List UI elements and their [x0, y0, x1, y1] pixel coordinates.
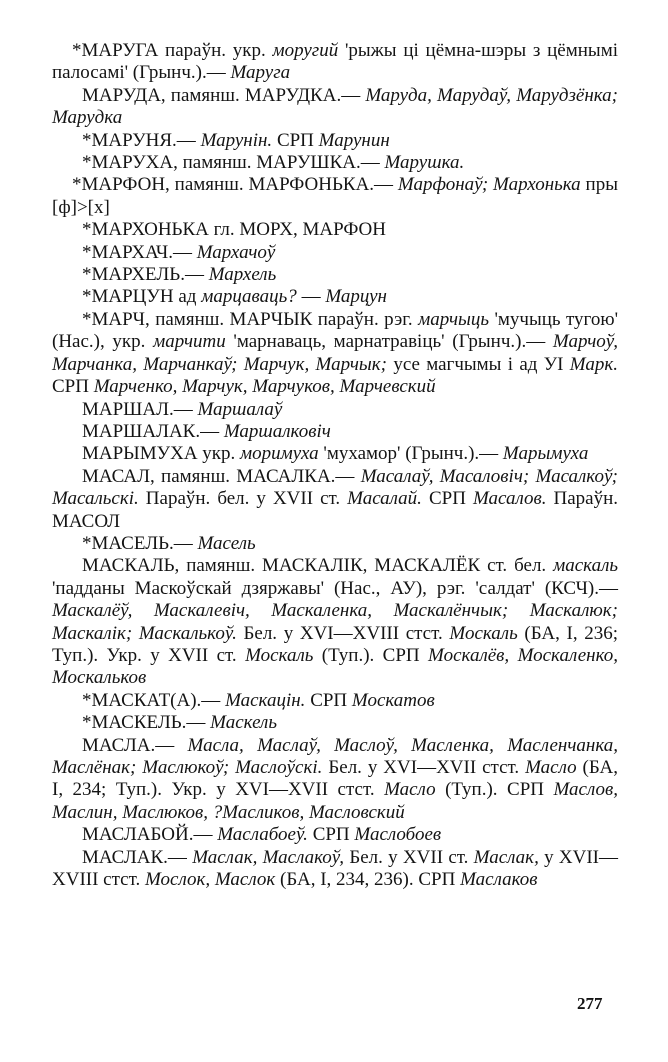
entry-italic-text: Марченко, Марчук, Марчуков, Марчевский [93, 376, 436, 398]
entry-italic-text: Москаль [449, 622, 518, 644]
entry-italic-text: Масель [197, 532, 256, 554]
entry-italic-text: Москатов [351, 689, 435, 711]
entry-text: у XVII—XVIII стст. [52, 846, 618, 891]
entry-text: (Туп.). СРП [435, 779, 554, 801]
entry-text: МАСКАЛЬ, памянш. МАСКАЛІК, МАСКАЛЁК ст. бел. [82, 555, 554, 577]
entry-italic-text: Марфонаў; Мархонька [397, 174, 581, 196]
entry-italic-text: Маскацін. [225, 689, 306, 711]
dictionary-entry [52, 174, 618, 219]
entry-text: МАСЛАБОЙ.— [82, 824, 218, 846]
entry-text: 'мучыць тугою' (Нас.), укр. [52, 308, 618, 353]
dictionary-entry [52, 555, 618, 689]
dictionary-entry [52, 130, 618, 152]
entry-italic-text: Марк. [569, 353, 618, 375]
entry-italic-text: Маслабоеў. [217, 824, 308, 846]
entry-text: *МАСКЕЛЬ.— [82, 712, 211, 734]
entry-italic-text: Мослок, Маслок [144, 869, 276, 891]
entry-text: 'мухамор' (Грынч.).— [318, 443, 503, 465]
entry-text: *МАРУГА параўн. укр. [72, 40, 273, 61]
dictionary-page [52, 40, 618, 891]
entry-italic-text: Марцун [325, 286, 387, 308]
entry-italic-text: Марунин [318, 129, 390, 151]
dictionary-entry [52, 152, 618, 174]
entry-text: *МАРХОНЬКА гл. МОРХ, МАРФОН [82, 219, 386, 241]
entry-text: МАРЫМУХА укр. [82, 443, 241, 465]
entry-text: МАСЛАК.— [82, 846, 193, 868]
entry-italic-text: Маслобоев [354, 824, 442, 846]
entry-italic-text: Мархачоў [196, 241, 276, 263]
entry-italic-text: марчыць [418, 308, 490, 330]
entry-italic-text: Масалов. [472, 488, 547, 510]
dictionary-entry [52, 242, 618, 264]
entry-text: 'падданы Маскоўскай дзяржавы' (Нас., АУ), рэг. 'салдат' (КСЧ).— [52, 577, 618, 599]
entry-text: усе магчымы і ад УІ [387, 353, 570, 375]
entry-text: 'марнаваць, марнатравіць' (Грынч.).— [225, 331, 553, 353]
dictionary-entry [52, 824, 618, 846]
entry-italic-text: Маруда, Марудаў, Марудзёнка; Марудка [52, 84, 619, 129]
entry-text: МАРШАЛАК.— [82, 420, 224, 442]
page-number: 277 [577, 994, 603, 1013]
entry-text: Параўн. бел. у XVII ст. [138, 488, 348, 510]
entry-text: (БА, I, 236; Туп.). Укр. у XVII ст. [52, 622, 619, 666]
entry-text: *МАРФОН, памянш. МАРФОНЬКА.— [72, 174, 398, 196]
entry-text: — [296, 286, 326, 308]
entry-text: Параўн. МАСОЛ [52, 488, 618, 532]
entry-italic-text: маскаль [553, 555, 618, 577]
entry-text: СРП [421, 488, 473, 510]
entry-italic-text: Масалай. [347, 488, 422, 510]
dictionary-entry [52, 712, 618, 734]
entry-text: пры [ф]>[х] [52, 174, 618, 218]
entry-text: (Туп.). СРП [313, 644, 429, 666]
entry-text: СРП [272, 129, 319, 151]
dictionary-entry [52, 286, 618, 308]
entry-italic-text: Марымуха [502, 443, 589, 465]
entry-text: *МАРЧ, памянш. МАРЧЫК параўн. рэг. [82, 308, 419, 330]
dictionary-entry [52, 399, 618, 421]
entry-italic-text: Маслов, Маслин, Маслюков, ?Масликов, Масловский [52, 779, 618, 823]
entry-text: *МАРХАЧ.— [82, 241, 197, 263]
entry-text: 'рыжы ці цёмна-шэры з цёмнымі палосамі' (Грынч.).— [52, 40, 619, 84]
entry-text: Бел. у XVI—XVIII стст. [236, 622, 450, 644]
entry-text: СРП [307, 824, 355, 846]
entry-italic-text: Марушка. [384, 152, 465, 174]
entry-italic-text: марцаваць? [201, 286, 297, 308]
entry-italic-text: Масалаў, Масаловіч; Масалкоў; Масальскі. [52, 465, 619, 510]
entry-italic-text: Маршалаў [197, 398, 283, 420]
dictionary-entry [52, 533, 618, 555]
dictionary-entry [52, 264, 618, 286]
entry-text: Бел. у XVII ст. [344, 846, 474, 868]
entry-italic-text: Мархель [208, 264, 277, 286]
entry-italic-text: Москалёв, Москаленко, Москальков [52, 644, 619, 689]
entry-text: МАСАЛ, памянш. МАСАЛКА.— [82, 465, 361, 487]
entry-italic-text: Маршалковіч [223, 420, 331, 442]
entry-italic-text: Маруга [230, 62, 291, 84]
entry-italic-text: Москаль [245, 644, 314, 666]
entry-italic-text: марчити [153, 331, 226, 353]
entry-text: Бел. у XVI—XVII стст. [322, 757, 526, 778]
dictionary-entry [52, 690, 618, 712]
dictionary-entry [52, 466, 618, 533]
entry-text: *МАРХЕЛЬ.— [82, 264, 209, 286]
dictionary-entry [52, 735, 618, 825]
entry-italic-text: Марунін. [200, 129, 273, 151]
entry-italic-text: Маскалёў, Маскалевіч, Маскаленка, Маскалёнчык; Маскалюк; Маскалік; Маскалькоў. [52, 600, 618, 644]
entry-text: МАСЛА.— [82, 734, 188, 756]
entry-text: МАРШАЛ.— [82, 398, 198, 420]
entry-text: МАРУДА, памянш. МАРУДКА.— [82, 84, 366, 106]
dictionary-entry [52, 85, 618, 130]
entry-italic-text: Масло [525, 757, 577, 778]
dictionary-entry [52, 847, 618, 892]
dictionary-entry [52, 443, 618, 465]
entry-italic-text: Марчоў, Марчанка, Марчанкаў; Марчук, Марчык; [52, 331, 618, 375]
entry-text: *МАРУНЯ.— [82, 129, 201, 151]
entry-text: *МАРЦУН ад [82, 286, 202, 308]
entry-italic-text: моримуха [240, 443, 319, 465]
entry-italic-text: Маслаков [460, 869, 538, 891]
entry-text: *МАСЕЛЬ.— [82, 532, 198, 554]
entry-italic-text: моругий [272, 40, 339, 61]
entry-italic-text: Маскель [210, 712, 277, 734]
entry-italic-text: Маслак, Маслакоў, [192, 846, 345, 868]
dictionary-entry [52, 219, 618, 241]
entry-text: *МАСКАТ(А).— [82, 689, 226, 711]
entry-text: СРП [305, 689, 352, 711]
dictionary-entry [52, 309, 618, 399]
entry-text: (БА, I, 234; Туп.). Укр. у XVI—XVII стст. [52, 757, 619, 801]
entry-italic-text: Масла, Маслаў, Маслоў, Масленка, Масленчанка, Маслёнак; Маслюкоў; Маслоўскі. [52, 734, 618, 778]
entry-text: *МАРУХА, памянш. МАРУШКА.— [82, 152, 385, 174]
entry-text: (БА, I, 234, 236). СРП [275, 869, 461, 891]
entry-text: СРП [52, 376, 94, 398]
dictionary-entry [52, 421, 618, 443]
entry-italic-text: Масло [384, 779, 436, 801]
dictionary-entry [52, 40, 618, 85]
entry-italic-text: Маслак, [473, 846, 539, 868]
